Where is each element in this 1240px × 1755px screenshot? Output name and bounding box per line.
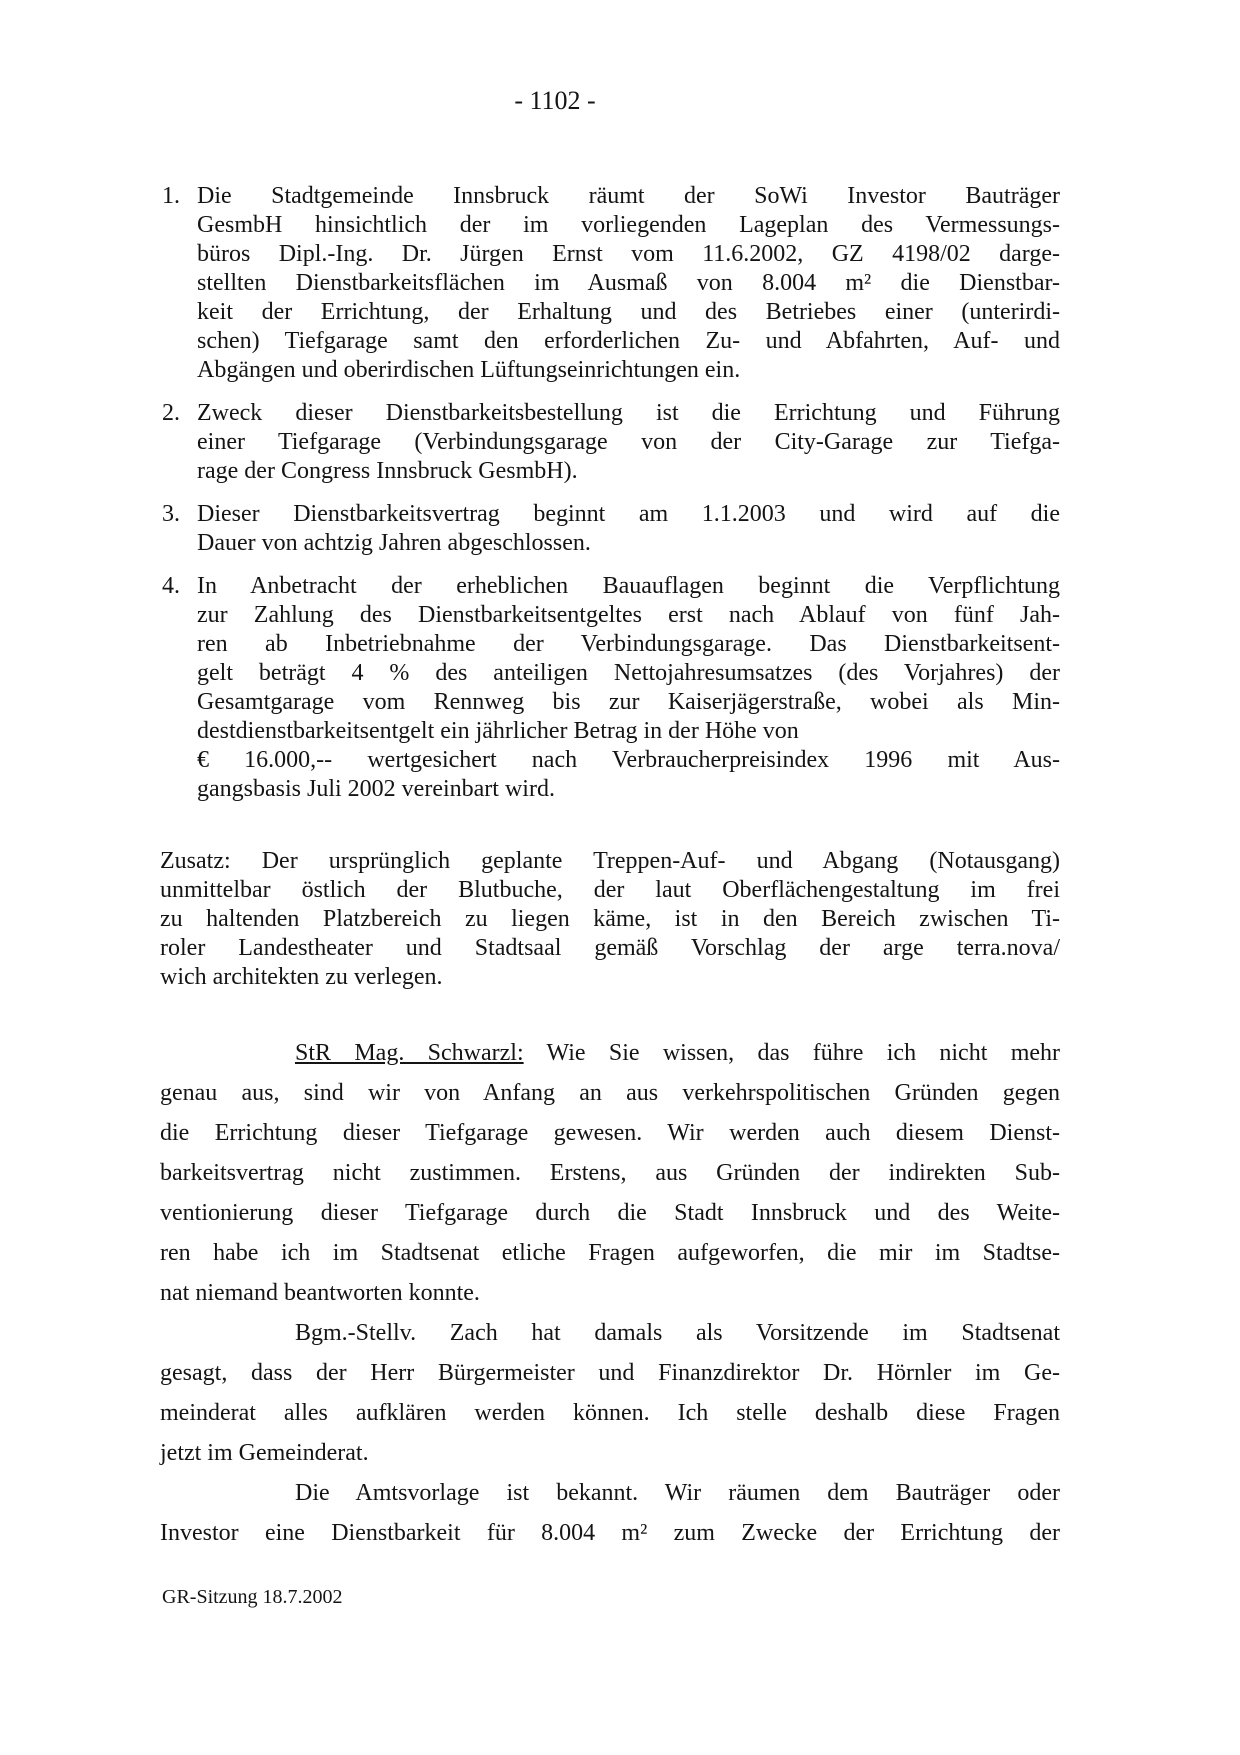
text-line: Abgängen und oberirdischen Lüftungseinrichtungen ein. — [197, 357, 741, 383]
text-line: meinderat alles aufklären werden können. Ich stelle deshalb diese Fragen — [160, 1400, 1060, 1426]
text-line: wich architekten zu verlegen. — [160, 964, 443, 990]
text-line: schen) Tiefgarage samt den erforderlichen Zu- und Abfahrten, Auf- und — [197, 328, 1060, 354]
text-line: zu haltenden Platzbereich zu liegen käme, ist in den Bereich zwischen Ti- — [160, 906, 1060, 932]
text-line: rage der Congress Innsbruck GesmbH). — [197, 458, 578, 484]
text-line: nat niemand beantworten konnte. — [160, 1280, 480, 1306]
text-line: roler Landestheater und Stadtsaal gemäß Vorschlag der arge terra.nova/ — [160, 935, 1060, 961]
text-line: destdienstbarkeitsentgelt ein jährlicher Betrag in der Höhe von — [197, 718, 799, 744]
speech-para-schwarzl — [160, 1033, 1060, 1313]
text-line: keit der Errichtung, der Erhaltung und des Betriebes einer (unterirdi- — [197, 299, 1060, 325]
zusatz-text — [160, 847, 1060, 992]
item-number: 4. — [162, 573, 180, 599]
speech-text — [160, 1073, 1060, 1313]
text-line: ventionierung dieser Tiefgarage durch die Stadt Innsbruck und des Weite- — [160, 1200, 1060, 1226]
text-line: ren ab Inbetriebnahme der Verbindungsgarage. Das Dienstbarkeitsent- — [197, 631, 1060, 657]
text-line: barkeitsvertrag nicht zustimmen. Erstens, aus Gründen der indirekten Sub- — [160, 1160, 1060, 1186]
item-text — [197, 572, 1060, 804]
resolution-list — [160, 182, 1060, 804]
footer-session-label: GR-Sitzung 18.7.2002 — [162, 1586, 343, 1608]
zusatz-paragraph — [160, 847, 1060, 992]
text-line: Investor eine Dienstbarkeit für 8.004 m² zum Zwecke der Errichtung der — [160, 1520, 1060, 1546]
text-line: gesagt, dass der Herr Bürgermeister und Finanzdirektor Dr. Hörnler im Ge- — [160, 1360, 1060, 1386]
speech-first-line: Die Amtsvorlage ist bekannt. Wir räumen dem Bauträger oder — [295, 1480, 1060, 1506]
text-line: die Errichtung dieser Tiefgarage gewesen. Wir werden auch diesem Dienst- — [160, 1120, 1060, 1146]
item-text — [197, 500, 1060, 558]
resolution-item-4 — [160, 572, 1060, 804]
item-text — [197, 399, 1060, 486]
text-line: GesmbH hinsichtlich der im vorliegenden Lageplan des Vermessungs- — [197, 212, 1060, 238]
text-line: Gesamtgarage vom Rennweg bis zur Kaiserjägerstraße, wobei als Min- — [197, 689, 1060, 715]
resolution-item-2 — [160, 399, 1060, 486]
text-line: Zweck dieser Dienstbarkeitsbestellung ist die Errichtung und Führung — [197, 400, 1060, 426]
speech-text — [160, 1353, 1060, 1473]
text-line: stellten Dienstbarkeitsflächen im Ausmaß von 8.004 m² die Dienstbar- — [197, 270, 1060, 296]
text-line: Zusatz: Der ursprünglich geplante Treppen-Auf- und Abgang (Notausgang) — [160, 848, 1060, 874]
speaker-name: StR Mag. Schwarzl: — [295, 1040, 524, 1066]
speech-text — [160, 1513, 1060, 1553]
speech-first-line: Bgm.-Stellv. Zach hat damals als Vorsitzende im Stadtsenat — [295, 1320, 1060, 1346]
item-number: 2. — [162, 400, 180, 426]
text-line: Dieser Dienstbarkeitsvertrag beginnt am 1.1.2003 und wird auf die — [197, 501, 1060, 527]
text-line: büros Dipl.-Ing. Dr. Jürgen Ernst vom 11.6.2002, GZ 4198/02 darge- — [197, 241, 1060, 267]
speech-para-amtsvorlage — [160, 1473, 1060, 1553]
text-line: € 16.000,-- wertgesichert nach Verbraucherpreisindex 1996 mit Aus- — [197, 747, 1060, 773]
item-number: 3. — [162, 501, 180, 527]
text-line: gangsbasis Juli 2002 vereinbart wird. — [197, 776, 555, 802]
text-line: genau aus, sind wir von Anfang an aus verkehrspolitischen Gründen gegen — [160, 1080, 1060, 1106]
text-line: jetzt im Gemeinderat. — [160, 1440, 369, 1466]
text-line: Die Stadtgemeinde Innsbruck räumt der SoWi Investor Bauträger — [197, 183, 1060, 209]
page-number: - 1102 - — [514, 86, 596, 115]
speech-para-zach-reference — [160, 1313, 1060, 1473]
speech-first-line — [160, 1033, 1060, 1073]
text-line: zur Zahlung des Dienstbarkeitsentgeltes erst nach Ablauf von fünf Jah- — [197, 602, 1060, 628]
resolution-item-3 — [160, 500, 1060, 558]
item-text — [197, 182, 1060, 385]
text-line: Dauer von achtzig Jahren abgeschlossen. — [197, 530, 591, 556]
text-line: unmittelbar östlich der Blutbuche, der laut Oberflächengestaltung im frei — [160, 877, 1060, 903]
text-line: In Anbetracht der erheblichen Bauauflagen beginnt die Verpflichtung — [197, 573, 1060, 599]
item-number: 1. — [162, 183, 180, 209]
resolution-item-1 — [160, 182, 1060, 385]
text-line: gelt beträgt 4 % des anteiligen Nettojahresumsatzes (des Vorjahres) der — [197, 660, 1060, 686]
text-line: ren habe ich im Stadtsenat etliche Fragen aufgeworfen, die mir im Stadtse- — [160, 1240, 1060, 1266]
speech-first-line-text: Wie Sie wissen, das führe ich nicht mehr — [523, 1040, 1061, 1066]
text-line: einer Tiefgarage (Verbindungsgarage von der City-Garage zur Tiefga- — [197, 429, 1060, 455]
